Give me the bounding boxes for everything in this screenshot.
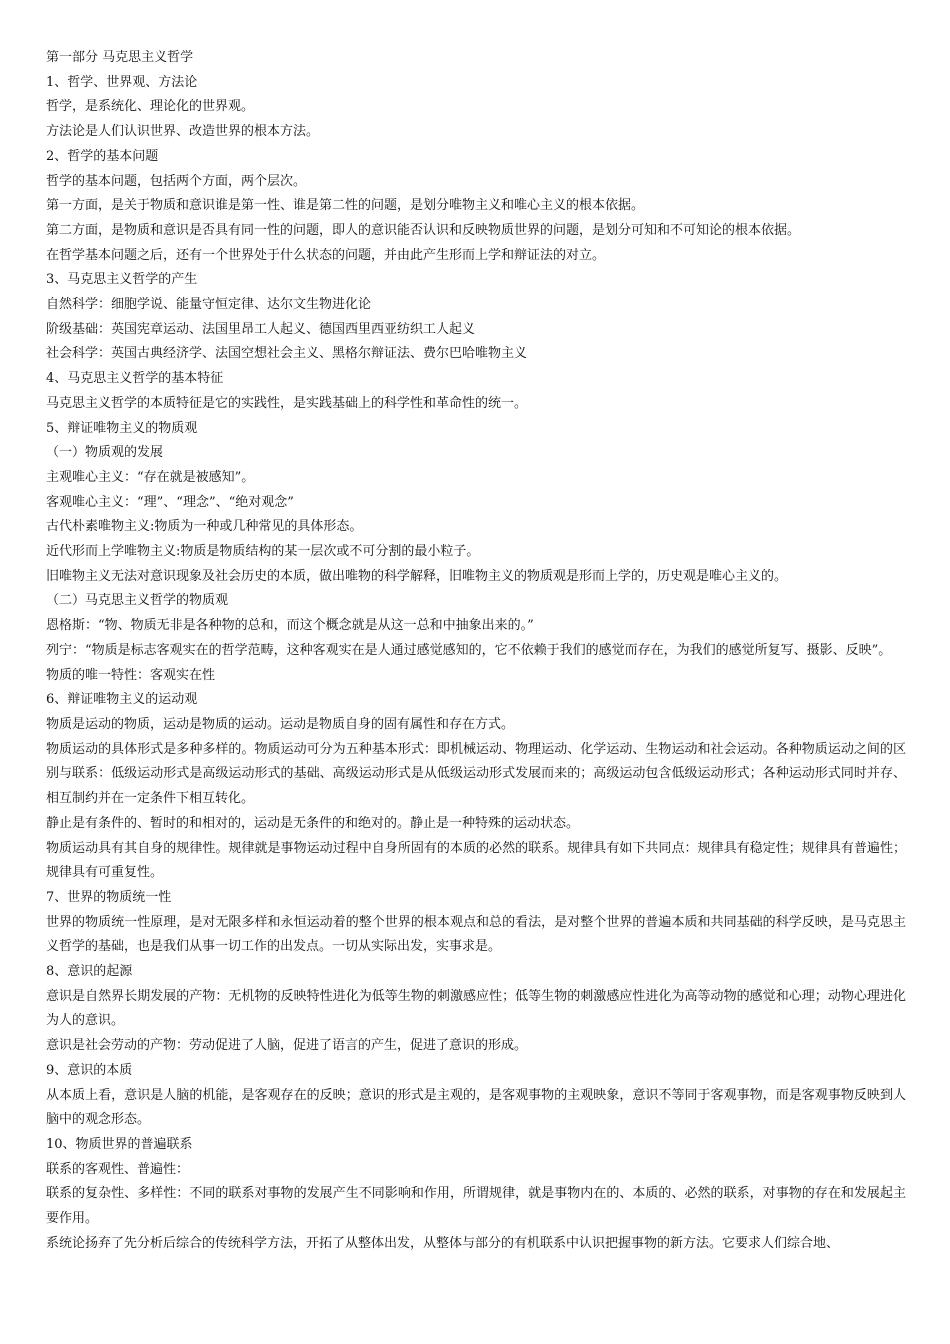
paragraph: 阶级基础：英国宪章运动、法国里昂工人起义、德国西里西亚纺织工人起义 <box>46 321 476 337</box>
paragraph: 系统论扬弃了先分析后综合的传统科学方法，开拓了从整体出发，从整体与部分的有机联系中认识把握事物的新方法。它要求人们综合地、 <box>46 1235 840 1251</box>
paragraph: 古代朴素唯物主义:物质为一种或几种常见的具体形态。 <box>46 519 363 535</box>
paragraph: 列宁：“物质是标志客观实在的哲学范畴，这种客观实在是人通过感觉感知的，它不依赖于我们的感觉而存在，为我们的感觉所复写、摄影、反映”。 <box>46 642 892 658</box>
subsection-heading: （一）物质观的发展 <box>46 445 164 461</box>
section-heading-9: 9、意识的本质 <box>46 1062 133 1078</box>
paragraph: 主观唯心主义：“存在就是被感知”。 <box>46 469 255 485</box>
section-heading-6: 6、辩证唯物主义的运动观 <box>46 692 198 708</box>
paragraph: 社会科学：英国古典经济学、法国空想社会主义、黑格尔辩证法、费尔巴哈唯物主义 <box>46 346 528 362</box>
paragraph: 哲学的基本问题，包括两个方面，两个层次。 <box>46 173 307 189</box>
part-title: 第一部分 马克思主义哲学 <box>46 50 194 65</box>
paragraph: 物质的唯一特性：客观实在性 <box>46 667 216 683</box>
section-heading-5: 5、辩证唯物主义的物质观 <box>46 420 198 436</box>
section-heading-1: 1、哲学、世界观、方法论 <box>46 74 198 90</box>
paragraph: 第二方面，是物质和意识是否具有同一性的问题，即人的意识能否认识和反映物质世界的问题，是划分可知和不可知论的根本依据。 <box>46 222 801 238</box>
paragraph: 方法论是人们认识世界、改造世界的根本方法。 <box>46 124 320 140</box>
paragraph: 近代形而上学唯物主义:物质是物质结构的某一层次或不可分割的最小粒子。 <box>46 544 480 560</box>
paragraph: 物质运动的具体形式是多种多样的。物质运动可分为五种基本形式：即机械运动、物理运动、化学运动、生物运动和社会运动。各种物质运动之间的区别与联系：低级运动形式是高级运动形式的基础、高级运动形式是从低级运动形式发展而来的；高级运动包含低级运动形式；各种运动形式同时并存、相互制约并在一定条件下相互转化。 <box>46 741 906 807</box>
paragraph: 客观唯心主义：“理”、“理念”、“绝对观念” <box>46 494 294 510</box>
paragraph: 联系的复杂性、多样性：不同的联系对事物的发展产生不同影响和作用，所谓规律，就是事物内在的、本质的、必然的联系，对事物的存在和发展起主要作用。 <box>46 1186 906 1227</box>
paragraph: 物质是运动的物质，运动是物质的运动。运动是物质自身的固有属性和存在方式。 <box>46 716 515 732</box>
subsection-heading: （二）马克思主义哲学的物质观 <box>46 593 229 609</box>
paragraph: 联系的客观性、普遍性： <box>46 1161 190 1177</box>
paragraph: 从本质上看，意识是人脑的机能，是客观存在的反映；意识的形式是主观的，是客观事物的主观映象，意识不等同于客观事物，而是客观事物反映到人脑中的观念形态。 <box>46 1087 906 1128</box>
section-heading-10: 10、物质世界的普遍联系 <box>46 1136 193 1152</box>
paragraph: 静止是有条件的、暂时的和相对的，运动是无条件的和绝对的。静止是一种特殊的运动状态。 <box>46 815 580 831</box>
paragraph: 旧唯物主义无法对意识现象及社会历史的本质，做出唯物的科学解释，旧唯物主义的物质观是形而上学的，历史观是唯心主义的。 <box>46 568 788 584</box>
section-heading-8: 8、意识的起源 <box>46 964 133 980</box>
paragraph: 世界的物质统一性原理，是对无限多样和永恒运动着的整个世界的根本观点和总的看法，是对整个世界的普遍本质和共同基础的科学反映，是马克思主义哲学的基础，也是我们从事一切工作的出发点。一切从实际出发，实事求是。 <box>46 914 906 955</box>
paragraph: 马克思主义哲学的本质特征是它的实践性，是实践基础上的科学性和革命性的统一。 <box>46 395 528 411</box>
section-heading-4: 4、马克思主义哲学的基本特征 <box>46 371 224 387</box>
paragraph: 自然科学：细胞学说、能量守恒定律、达尔文生物进化论 <box>46 297 372 313</box>
paragraph: 哲学，是系统化、理论化的世界观。 <box>46 99 255 115</box>
paragraph: 恩格斯：“物、物质无非是各种物的总和，而这个概念就是从这一总和中抽象出来的。” <box>46 618 534 634</box>
section-heading-7: 7、世界的物质统一性 <box>46 889 172 905</box>
paragraph: 意识是自然界长期发展的产物：无机物的反映特性进化为低等生物的刺激感应性；低等生物的刺激感应性进化为高等动物的感觉和心理；动物心理进化为人的意识。 <box>46 988 906 1029</box>
section-heading-3: 3、马克思主义哲学的产生 <box>46 272 198 288</box>
document-page <box>46 46 906 1256</box>
paragraph: 第一方面，是关于物质和意识谁是第一性、谁是第二性的问题，是划分唯物主义和唯心主义的根本依据。 <box>46 198 645 214</box>
section-heading-2: 2、哲学的基本问题 <box>46 148 159 164</box>
paragraph: 物质运动具有其自身的规律性。规律就是事物运动过程中自身所固有的本质的必然的联系。规律具有如下共同点：规律具有稳定性；规律具有普遍性；规律具有可重复性。 <box>46 840 906 881</box>
paragraph: 意识是社会劳动的产物：劳动促进了人脑，促进了语言的产生，促进了意识的形成。 <box>46 1038 528 1054</box>
paragraph: 在哲学基本问题之后，还有一个世界处于什么状态的问题，并由此产生形而上学和辩证法的对立。 <box>46 247 606 263</box>
